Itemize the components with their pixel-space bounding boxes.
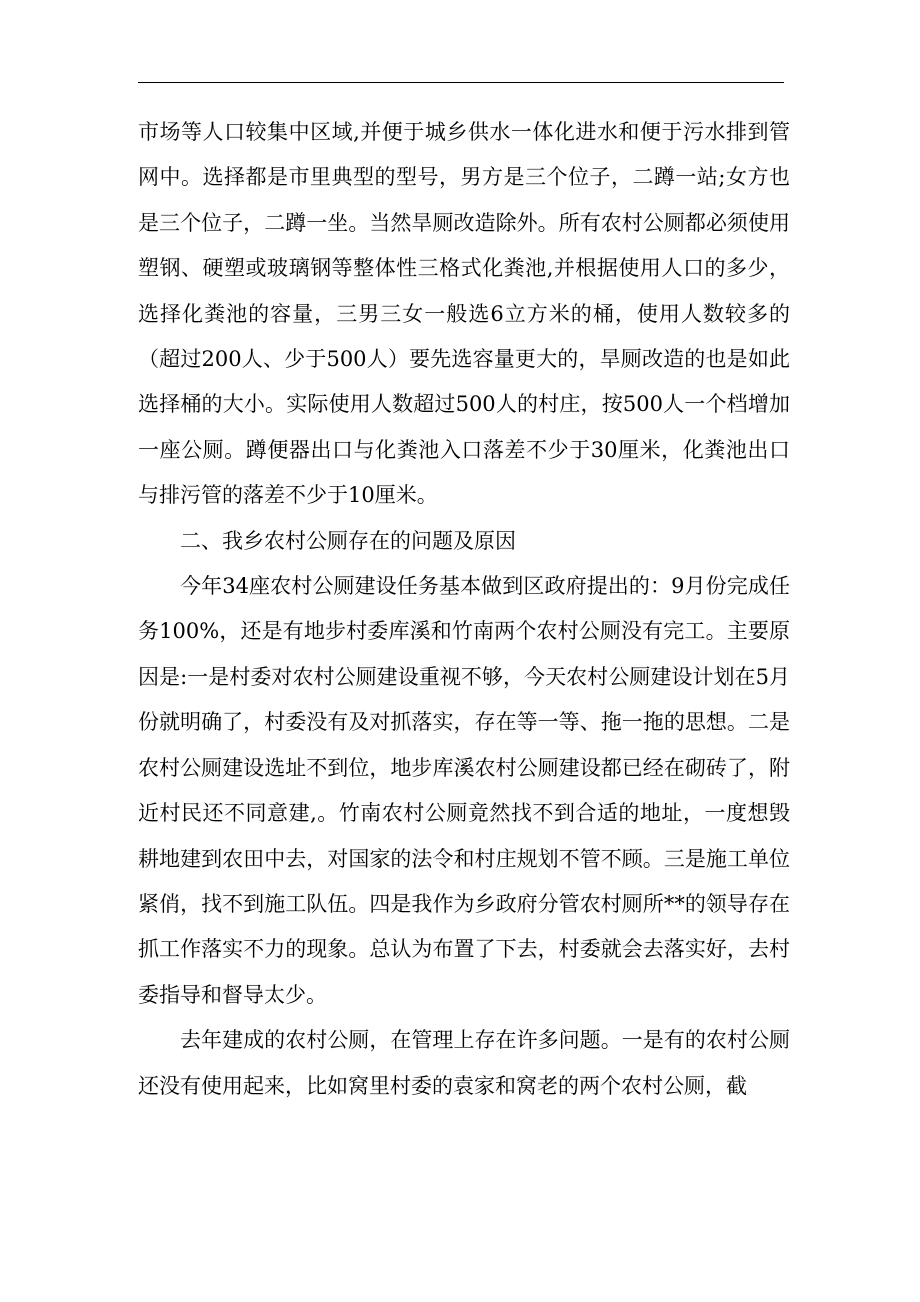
paragraph-2: 今年34座农村公厕建设任务基本做到区政府提出的：9月份完成任务100%，还是有地步村委库溪和竹南两个农村公厕没有完工。主要原因是:一是村委对农村公厕建设重视不够，今天农村公厕建设计划在5月份就明确了，村委没有及对抓落实，存在等一等、拖一拖的思想。二是农村公厕建设选址不到位，地步库溪农村公厕建设都已经在砌砖了，附近村民还不同意建,。竹南农村公厕竟然找不到合适的地址，一度想毁耕地建到农田中去，对国家的法令和村庄规划不管不顾。三是施工单位紧俏，找不到施工队伍。四是我作为乡政府分管农村厕所**的领导存在抓工作落实不力的现象。总认为布置了下去，村委就会去落实好，去村委指导和督导太少。 [138, 574, 790, 1007]
header-rule [138, 82, 784, 83]
paragraph-1: 市场等人口较集中区域,并便于城乡供水一体化进水和便于污水排到管网中。选择都是市里典型的型号，男方是三个位子，二蹲一站;女方也是三个位子，二蹲一坐。当然旱厕改造除外。所有农村公厕都必须使用塑钢、硬塑或玻璃钢等整体性三格式化粪池,并根据使用人口的多少，选择化粪池的容量，三男三女一般选6立方米的桶，使用人数较多的（超过200人、少于500人）要先选容量更大的，旱厕改造的也是如此选择桶的大小。实际使用人数超过500人的村庄，按500人一个档增加一座公厕。蹲便器出口与化粪池入口落差不少于30厘米，化粪池出口与排污管的落差不少于10厘米。 [138, 120, 790, 508]
document-body [138, 110, 790, 1109]
paragraph-3: 去年建成的农村公厕，在管理上存在许多问题。一是有的农村公厕还没有使用起来，比如窝里村委的袁家和窝老的两个农村公厕，截 [138, 1028, 790, 1098]
section-heading: 二、我乡农村公厕存在的问题及原因 [180, 528, 516, 553]
